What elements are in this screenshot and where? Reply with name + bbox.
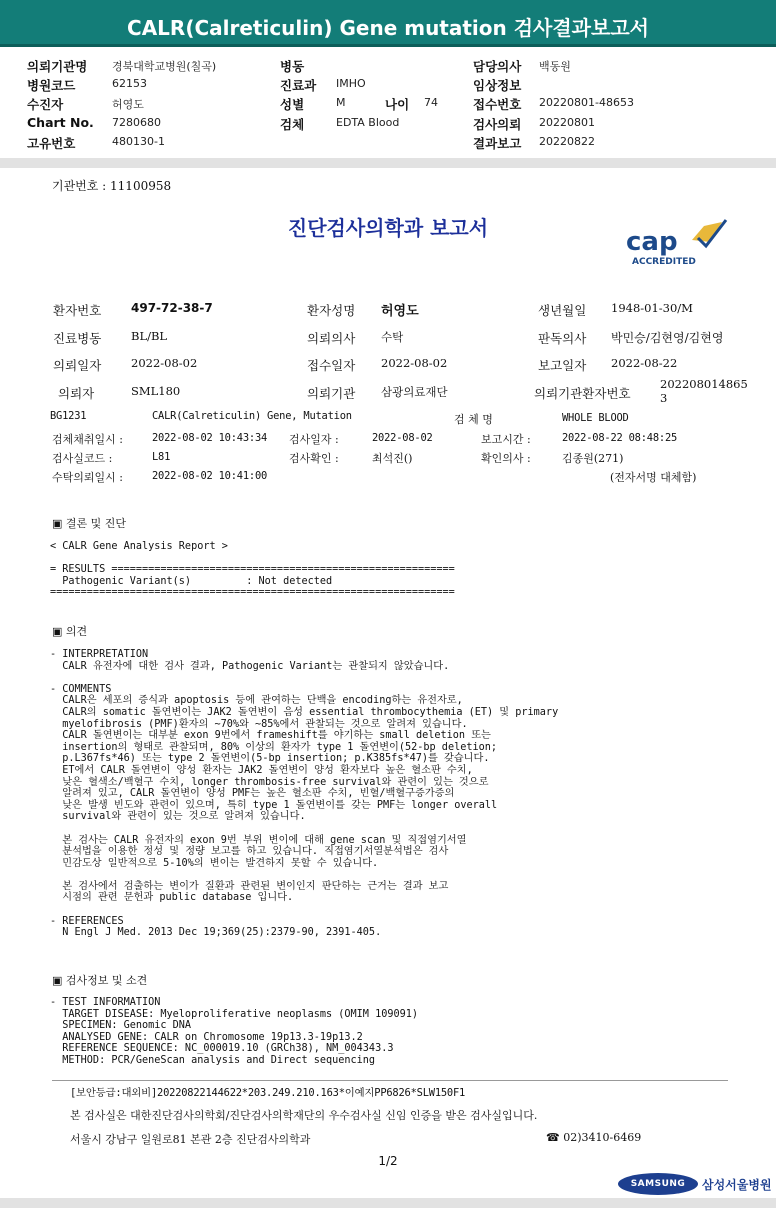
hospital-code-value: 62153 xyxy=(112,77,147,90)
esign-note: (전자서명 대체함) xyxy=(610,471,697,484)
collect-label: 검체채취일시 : xyxy=(52,433,123,446)
test-date-label: 검사일자 : xyxy=(289,433,339,446)
report-time-value: 2022-08-22 08:48:25 xyxy=(562,432,678,444)
institution-label: 의뢰기관명 xyxy=(27,59,88,74)
requester-label: 의뢰자 xyxy=(58,386,95,401)
conclusion-text: < CALR Gene Analysis Report > = RESULTS ======================================================== Pathogenic Variant(s) : Not detected ================================================================== xyxy=(50,541,455,599)
test-specimen-value: WHOLE BLOOD xyxy=(562,412,629,424)
inst-pid-value-1: 202208014865 xyxy=(660,377,748,391)
req-inst-label: 의뢰기관 xyxy=(307,386,356,401)
specimen-value: EDTA Blood xyxy=(336,116,400,129)
rep-date-value: 2022-08-22 xyxy=(611,356,678,370)
dob-value: 1948-01-30/M xyxy=(611,301,693,315)
pid-label: 환자번호 xyxy=(53,303,102,318)
title-bar xyxy=(0,0,776,47)
address-line: 서울시 강남구 일원로81 본관 2층 진단검사의학과 xyxy=(70,1133,311,1146)
age-value: 74 xyxy=(424,96,438,109)
req-doc-label: 의뢰의사 xyxy=(307,331,356,346)
dept-value: IMHO xyxy=(336,77,366,90)
lab-label: 검사실코드 : xyxy=(52,452,113,465)
certification-line: 본 검사실은 대한진단검사의학회/진단검사의학재단의 우수검사실 신임 인증을 받은 검사실입니다. xyxy=(70,1109,538,1122)
sex-label: 성별 xyxy=(280,97,305,112)
opinion-text: - INTERPRETATION CALR 유전자에 대한 검사 결과, Pathogenic Variant는 관찰되지 않았습니다. - COMMENTS CALR은 세포의 증식과 apoptosis 등에 관여하는 단백을 encoding하는 유전자로, CALR의 somatic 돌연변이는 JAK2 돌연변이 음성 essential thrombocythemia (ET) 및 primary myelofibrosis (PMF)환자의 ~70%와 ~85%에서 관찰되는 것으로 알려져 있습니다. CALR 돌연변이는 대부분 exon 9번에서 frameshift를 야기하는 small deletion 또는 insertion의 형태로 관찰되며, 80% 이상의 환자가 type 1 돌연변이(52-bp deletion; p.L367fs*46) 또는 type 2 돌연변이(5-bp insertion; p.K385fs*47)를 갖습니다. ET에서 CALR 돌연변이 양성 환자는 JAK2 돌연변이 양성 환자보다 높은 혈소판 수치, 낮은 혈색소/백혈구 수치, longer thrombosis-free survival와 관련이 있는 것으로 알려져 있고, CALR 돌연변이 양성 PMF는 높은 혈소판 수치, 빈혈/백혈구증가증의 낮은 발생 빈도와 관련이 있으며, 특히 type 1 돌연변이를 갖는 PMF는 longer overall survival와 관련이 있는 것으로 알려져 있습니다. 본 검사는 CALR 유전자의 exon 9번 부위 변이에 대해 gene scan 및 직접염기서열 분석법을 이용한 정성 및 정량 보고를 하고 있습니다. 직접염기서열분석법은 검사 민감도상 일반적으로 5-10%의 변이는 발견하지 못할 수 있습니다. 본 검사에서 검출하는 변이가 질환과 관련된 변이인지 판단하는 근거는 결과 보고 시점의 관련 문헌과 public database 입니다. - REFERENCES N Engl J Med. 2013 Dec 19;369(25):2379-90, 2391-405. xyxy=(50,649,559,939)
name-value: 허영도 xyxy=(381,304,419,319)
test-specimen-label: 검 체 명 xyxy=(454,413,493,426)
confirm-label: 검사확인 : xyxy=(289,452,339,465)
clinical-label: 임상정보 xyxy=(473,78,522,93)
requester-value: SML180 xyxy=(131,384,181,398)
dob-label: 생년월일 xyxy=(538,303,587,318)
req-doc-value: 수탁 xyxy=(381,330,404,344)
page-number: 1/2 xyxy=(378,1154,398,1168)
ref-doc-value: 박민승/김현영/김현영 xyxy=(611,331,724,345)
test-date-value: 2022-08-02 xyxy=(372,432,433,444)
section-opinion: ▣ 의견 xyxy=(52,625,88,638)
agency-number: 기관번호 : 11100958 xyxy=(52,179,172,193)
rep-date-label: 보고일자 xyxy=(538,358,587,373)
request-value: 20220801 xyxy=(539,116,595,129)
rcv-date-value: 2022-08-02 xyxy=(381,356,448,370)
hospital-code-label: 병원코드 xyxy=(27,78,76,93)
cap-accredited-logo xyxy=(622,218,732,272)
institution-value: 경북대학교병원(칠곡) xyxy=(112,60,217,73)
hospital-name: 삼성서울병원 xyxy=(702,1178,772,1192)
req-inst-value: 삼광의료재단 xyxy=(381,385,448,399)
patient-label: 수진자 xyxy=(27,97,64,112)
ward2-label: 진료병동 xyxy=(53,331,102,346)
age-label: 나이 xyxy=(385,97,410,112)
security-line: [보안등급:대외비]20220822144622*203.249.210.163*이예지PP6826*SLW150F1 xyxy=(70,1087,466,1099)
header-separator xyxy=(0,158,776,168)
report-label: 결과보고 xyxy=(473,136,522,151)
report-title: 진단검사의학과 보고서 xyxy=(287,216,489,240)
unique-label: 고유번호 xyxy=(27,136,76,151)
confirm-doc-value: 김종원(271) xyxy=(562,452,624,465)
req-date-value: 2022-08-02 xyxy=(131,356,198,370)
info-text: - TEST INFORMATION TARGET DISEASE: Myeloproliferative neoplasms (OMIM 109091) SPECIMEN: Genomic DNA ANALYSED GENE: CALR on Chromosome 19p13.3-19p13.2 REFERENCE SEQUENCE: NC_000019.10 (GRCh38), NM_004343.3 METHOD: PCR/GeneScan analysis and Direct sequencing xyxy=(50,997,419,1066)
receipt-value: 20220801-48653 xyxy=(539,96,634,109)
trust-label: 수탁의뢰일시 : xyxy=(52,471,123,484)
ward-label: 병동 xyxy=(280,59,305,74)
pid-value: 497-72-38-7 xyxy=(131,301,213,315)
chart-value: 7280680 xyxy=(112,116,161,129)
patient-value: 허영도 xyxy=(112,98,144,111)
unique-value: 480130-1 xyxy=(112,135,165,148)
chart-label: Chart No. xyxy=(27,115,94,130)
inst-pid-label: 의뢰기관환자번호 xyxy=(534,386,631,401)
request-label: 검사의뢰 xyxy=(473,117,522,132)
receipt-label: 접수번호 xyxy=(473,97,522,112)
lab-value: L81 xyxy=(152,451,171,463)
confirm-value: 최석진() xyxy=(372,452,413,465)
name-label: 환자성명 xyxy=(307,303,356,318)
ward2-value: BL/BL xyxy=(131,329,168,343)
trust-value: 2022-08-02 10:41:00 xyxy=(152,470,268,482)
report-value: 20220822 xyxy=(539,135,595,148)
samsung-logo: SAMSUNG xyxy=(618,1173,698,1195)
test-name: CALR(Calreticulin) Gene, Mutation xyxy=(152,410,352,422)
section-conclusion: ▣ 결론 및 진단 xyxy=(52,517,127,530)
inst-pid-value-2: 3 xyxy=(660,391,668,405)
test-code: BG1231 xyxy=(50,410,87,422)
ref-doc-label: 판독의사 xyxy=(538,331,587,346)
specimen-label: 검체 xyxy=(280,117,305,132)
page-title: CALR(Calreticulin) Gene mutation 검사결과보고서 xyxy=(127,16,649,40)
req-date-label: 의뢰일자 xyxy=(53,358,102,373)
report-time-label: 보고시간 : xyxy=(481,433,531,446)
section-info: ▣ 검사정보 및 소견 xyxy=(52,974,148,987)
phone-line: ☎ 02)3410-6469 xyxy=(546,1131,642,1144)
collect-value: 2022-08-02 10:43:34 xyxy=(152,432,268,444)
dept-label: 진료과 xyxy=(280,78,317,93)
confirm-doc-label: 확인의사 : xyxy=(481,452,531,465)
cap-sub-text: ACCREDITED xyxy=(632,257,696,267)
sex-value: M xyxy=(336,96,346,109)
doctor-value: 백동원 xyxy=(539,60,571,73)
rcv-date-label: 접수일자 xyxy=(307,358,356,373)
footer-separator xyxy=(0,1198,776,1208)
cap-main-text: cap xyxy=(626,227,678,257)
doctor-label: 담당의사 xyxy=(473,59,522,74)
